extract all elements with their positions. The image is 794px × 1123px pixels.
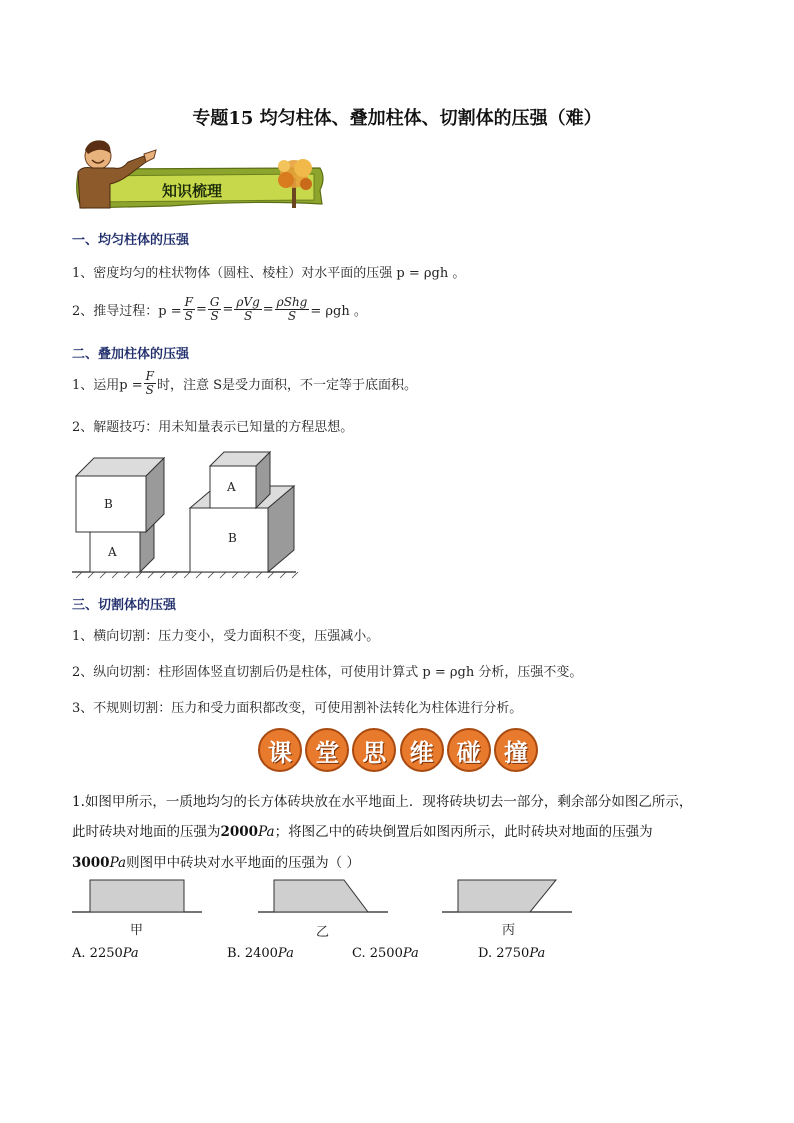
brick-jia xyxy=(72,880,202,912)
derivation-prefix: 2、推导过程：p = xyxy=(72,304,182,319)
section3-item1: 1、横向切割：压力变小，受力面积不变，压强减小。 xyxy=(72,629,380,644)
question-line-3: 3000Pa则图甲中砖块对水平地面的压强为（ ） xyxy=(72,855,360,871)
fraction-f-s-2: $\frac{F}{S}$ xyxy=(145,369,154,397)
block-a-right xyxy=(210,452,270,508)
section3-item3: 3、不规则切割：压力和受力面积都改变，可使用割补法转化为柱体进行分析。 xyxy=(72,701,523,716)
option-b[interactable]: B. 2400Pa xyxy=(227,946,294,961)
label-jia: 甲 xyxy=(130,923,144,938)
fraction-f-s: $\frac{F}{S}$ xyxy=(184,295,193,323)
fraction-g-s: $\frac{G}{S}$ xyxy=(209,295,220,323)
fraction-rhovg-s: $\frac{\text{ρVg}}{S}$ xyxy=(236,295,260,323)
fraction-rhoshg-s: $\frac{\text{ρShg}}{S}$ xyxy=(276,295,308,323)
section-heading-3: 三、切割体的压强 xyxy=(72,598,177,613)
banner-char-3: 思 xyxy=(352,728,396,772)
question-line-1: 1.如图甲所示，一质地均匀的长方体砖块放在水平地面上．现将砖块切去一部分，剩余部分如图乙所示， xyxy=(72,794,693,810)
banner-label: 知识梳理 xyxy=(162,182,223,200)
option-a[interactable]: A. 2250Pa xyxy=(72,946,139,961)
option-c[interactable]: C. 2500Pa xyxy=(352,946,419,961)
stacked-blocks-figure xyxy=(68,444,300,580)
label-right-bottom: B xyxy=(228,531,237,545)
brick-yi xyxy=(258,880,388,912)
label-left-bottom: A xyxy=(108,545,117,559)
classroom-banner xyxy=(258,728,538,772)
knowledge-banner xyxy=(70,138,332,216)
question-line-2: 此时砖块对地面的压强为2000Pa；将图乙中的砖块倒置后如图丙所示，此时砖块对地面的压强为 xyxy=(72,824,653,840)
banner-char-2: 堂 xyxy=(305,728,349,772)
page-title: 专题15 均匀柱体、叠加柱体、切割体的压强（难） xyxy=(192,108,602,129)
block-b-left xyxy=(76,458,164,532)
brick-bing xyxy=(442,880,572,912)
banner-char-6: 撞 xyxy=(494,728,538,772)
section1-item2: 2、推导过程：p = $\frac{F}{S}$ = $\frac{G}{S}$ = $\frac{\text{ρVg}}{S}$ = $\frac{\text{ρShg}}{S}$ = ρgh 。 xyxy=(72,295,367,323)
section2-item1: 1、运用p = $\frac{F}{S}$ 时，注意 S是受力面积，不一定等于底面积。 xyxy=(72,369,417,397)
brick-figures xyxy=(68,872,588,942)
label-yi: 乙 xyxy=(316,925,330,940)
section3-item2: 2、纵向切割：柱形固体竖直切割后仍是柱体，可使用计算式 p = ρgh 分析，压强不变。 xyxy=(72,665,583,680)
section1-item1: 1、密度均匀的柱状物体（圆柱、棱柱）对水平面的压强 p = ρgh 。 xyxy=(72,266,466,281)
banner-char-4: 维 xyxy=(400,728,444,772)
section2-item2: 2、解题技巧：用未知量表示已知量的方程思想。 xyxy=(72,420,354,435)
label-left-top: B xyxy=(104,497,113,511)
label-right-top: A xyxy=(227,480,236,494)
section-heading-1: 一、均匀柱体的压强 xyxy=(72,233,190,248)
derivation-suffix: = ρgh 。 xyxy=(310,304,367,319)
option-d[interactable]: D. 2750Pa xyxy=(478,946,546,961)
banner-char-5: 碰 xyxy=(447,728,491,772)
banner-char-1: 课 xyxy=(258,728,302,772)
section-heading-2: 二、叠加柱体的压强 xyxy=(72,347,190,362)
label-bing: 丙 xyxy=(502,923,516,938)
